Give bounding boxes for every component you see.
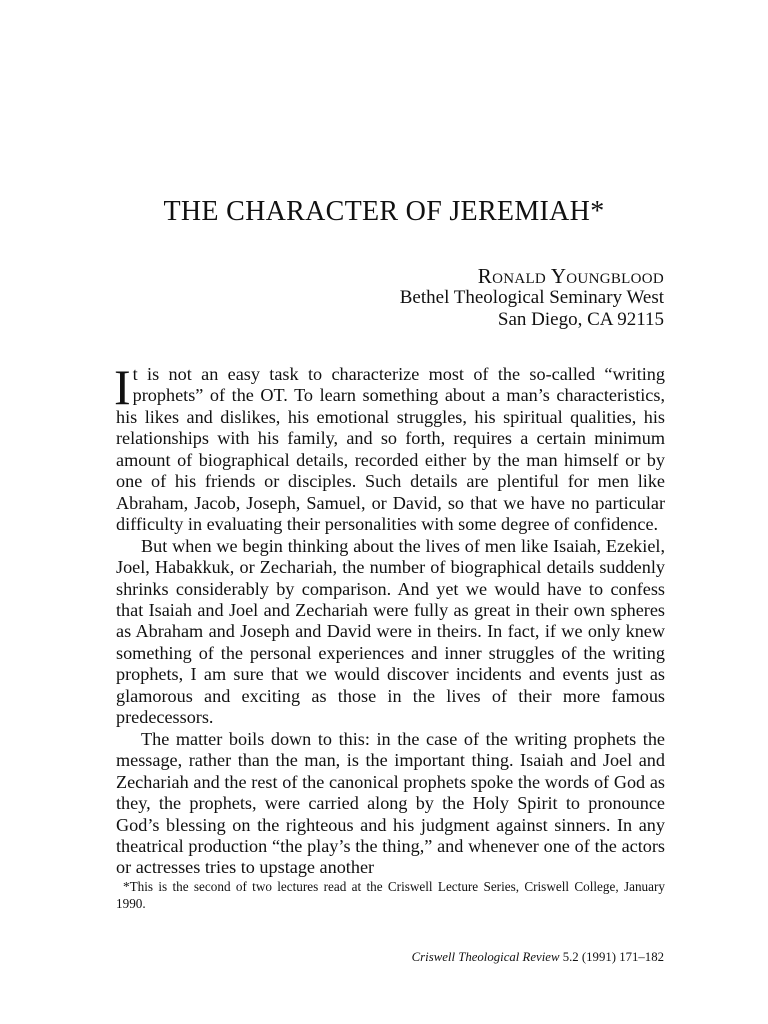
paragraph-1-text: t is not an easy task to characterize most of the so-called “writing prophets” of the OT. To learn something about a man’s characteristics, his likes and dislikes, his emotional struggles, his spiritual qualities, his relationships with his family, and so forth, requires a certain minimum amount of biographical details, recorded either by the man himself or by one of his friends or disciples. Such details are plentiful for men like Abraham, Jacob, Joseph, Samuel, or David, so that we have no particular difficulty in evaluating their personalities with some degree of confidence. — [116, 364, 665, 535]
body-paragraph-3: The matter boils down to this: in the case of the writing prophets the message, rather than the man, is the important thing. Isaiah and Joel and Zechariah and the rest of the canonical prophets spoke the words of God as they, the prophets, were carried along by the Holy Spirit to pronounce God’s blessing on the righteous and his judgment against sinners. In any theatrical production “the play’s the thing,” and whenever one of the actors or actresses tries to upstage another — [116, 728, 665, 878]
journal-citation — [412, 950, 664, 965]
article-body — [114, 359, 665, 879]
body-paragraph-1 — [114, 359, 665, 536]
author-name: Ronald Youngblood — [477, 264, 664, 288]
body-paragraph-2: But when we begin thinking about the lives of men like Isaiah, Ezekiel, Joel, Habakkuk, or Zechariah, the number of biographical details suddenly shrinks considerably by comparison. And yet we would have to confess that Isaiah and Joel and Zechariah were fully as great in their own spheres as Abraham and Joseph and David were in theirs. In fact, if we only knew something of the personal experiences and inner struggles of the writing prophets, I am sure that we would discover incidents and events just as glamorous and exciting as those in the lives of their more famous predecessors. — [116, 535, 665, 728]
author-institution: Bethel Theological Seminary West — [399, 287, 664, 308]
footnote: *This is the second of two lectures read at the Criswell Lecture Series, Criswell College, January 1990. — [116, 879, 665, 911]
article-title: THE CHARACTER OF JEREMIAH* — [163, 196, 605, 227]
drop-cap: I — [114, 359, 131, 415]
journal-name: Criswell Theological Review — [411, 950, 560, 964]
author-location: San Diego, CA 92115 — [497, 309, 664, 330]
byline — [400, 265, 664, 331]
citation-details: 5.2 (1991) 171–182 — [559, 950, 664, 964]
